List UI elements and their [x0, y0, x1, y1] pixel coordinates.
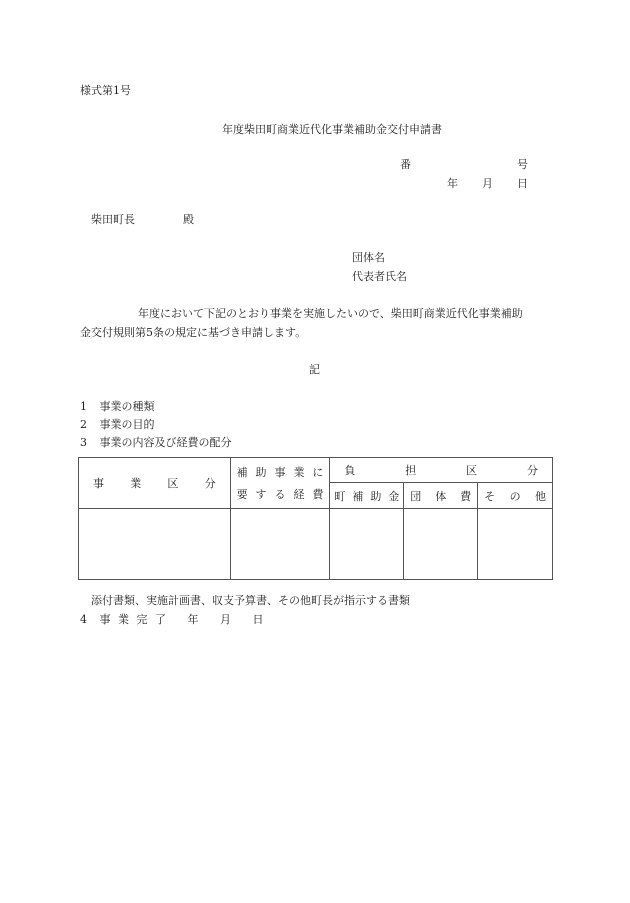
item-number: 1: [80, 400, 87, 413]
item-3: [80, 434, 232, 450]
number-label: 番: [400, 158, 411, 171]
attachments-note: 添付書類、実施計画書、収支予算書、その他町長が指示する書類: [91, 594, 410, 607]
body-line-2: 金交付規則第5条の規定に基づき申請します。: [80, 326, 307, 339]
representative-label: 代表者氏名: [352, 270, 407, 283]
header-town-subsidy: 町 補 助 金: [330, 483, 404, 509]
expense-table: [78, 457, 553, 580]
item-number: 3: [80, 436, 87, 449]
completion-year: 年: [187, 613, 199, 626]
item-number: 2: [80, 418, 87, 431]
addressee-name: 柴田町長: [91, 213, 135, 226]
completion-month: 月: [220, 613, 231, 626]
document-title: 年度柴田町商業近代化事業補助金交付申請書: [222, 123, 442, 136]
item-label: 事業の種類: [99, 400, 155, 413]
body-line-1: 年度において下記のとおり事業を実施したいので、柴田町商業近代化事業補助: [138, 307, 523, 320]
date-year: 年: [447, 177, 458, 190]
header-required-cost: 補 助 事 業 に 要 す る 経 費: [230, 458, 330, 509]
completion-day: 日: [252, 613, 264, 626]
header-other: そ の 他: [478, 483, 553, 509]
ki-heading: 記: [309, 363, 320, 376]
date-month: 月: [482, 177, 493, 190]
org-name-label: 団体名: [352, 251, 385, 264]
item-label: 事業の内容及び経費の配分: [99, 436, 232, 449]
cell-required-cost[interactable]: [230, 509, 330, 580]
item-label: 事業の目的: [99, 418, 155, 431]
item-label: 事 業 完 了: [99, 613, 168, 626]
item-number: 4: [80, 613, 87, 626]
item-1: [80, 398, 155, 414]
header-group-cost: 団 体 費: [404, 483, 478, 509]
number-suffix: 号: [517, 158, 528, 171]
header-business-category: 事 業 区 分: [79, 458, 231, 509]
header-burden-category: 負 担 区 分: [330, 458, 553, 483]
addressee-honorific: 殿: [183, 213, 194, 226]
cell-group-cost[interactable]: [404, 509, 478, 580]
cell-other[interactable]: [478, 509, 553, 580]
cell-business-category[interactable]: [79, 509, 231, 580]
date-day: 日: [517, 177, 528, 190]
form-number: 様式第1号: [80, 84, 131, 97]
cell-town-subsidy[interactable]: [330, 509, 404, 580]
item-4: [80, 611, 264, 627]
item-2: [80, 416, 155, 432]
